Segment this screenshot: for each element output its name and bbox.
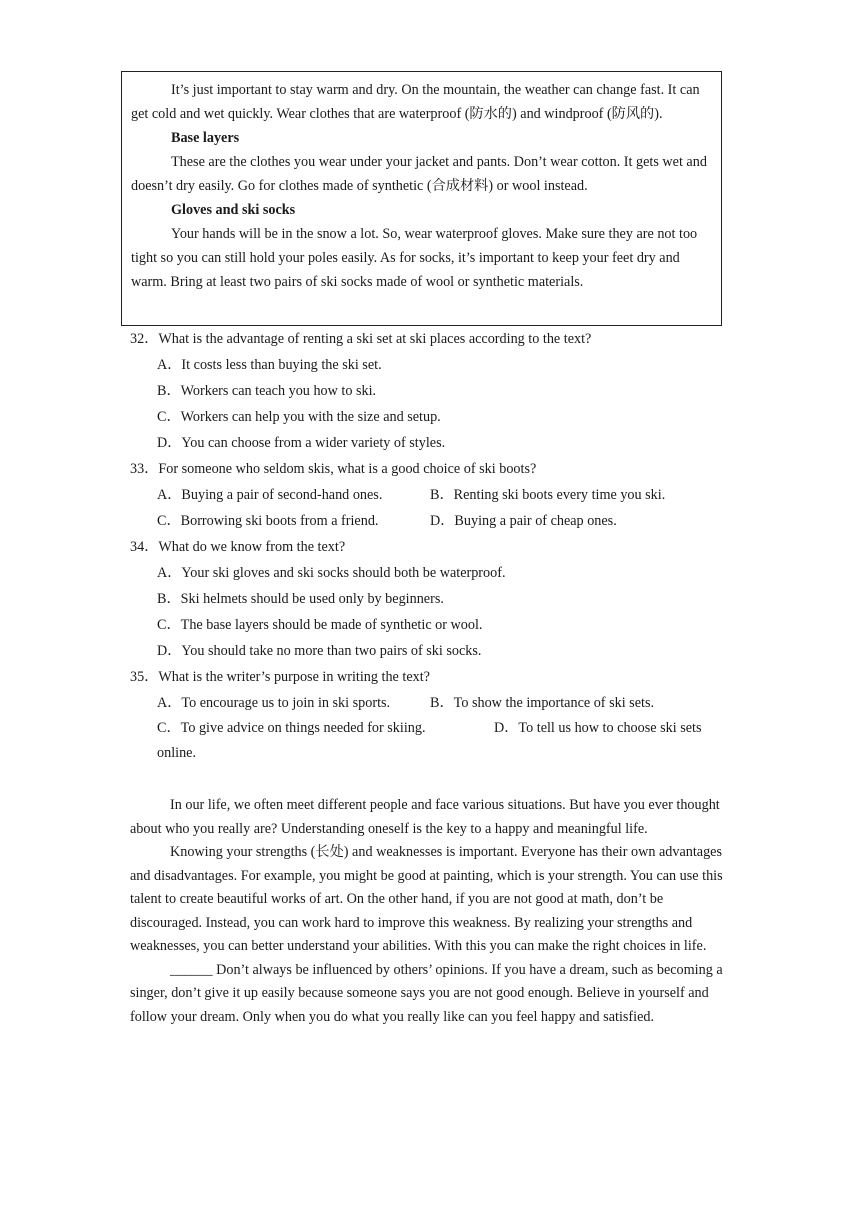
answer-option: B．Renting ski boots every time you ski. (430, 487, 666, 503)
reading-passage-box (121, 71, 722, 326)
question-stem: 33．For someone who seldom skis, what is a good choice of ski boots? (130, 461, 537, 477)
answer-option-row (130, 508, 730, 534)
answer-option: C．Workers can help you with the size and setup. (157, 409, 441, 425)
answer-option: D．You should take no more than two pairs of ski socks. (157, 643, 482, 659)
answer-option-row (130, 716, 730, 766)
answer-option: D．Buying a pair of cheap ones. (430, 513, 617, 529)
answer-option: C．Borrowing ski boots from a friend. (157, 513, 379, 529)
answer-option: D．To tell us how to choose ski sets online. (157, 720, 702, 761)
answer-option: D．You can choose from a wider variety of styles. (157, 435, 446, 451)
paragraph: ______ Don’t always be influenced by others’ opinions. If you have a dream, such as becoming a singer, don’t give it up easily because someone says you are not good enough. Believe in yourself and follow your dream. Only when you do what you really like can you feel happy and satisfied. (130, 961, 723, 1025)
paragraph: Knowing your strengths (长处) and weaknesses is important. Everyone has their own advantages and disadvantages. For example, you might be good at painting, which is your strength. You can use this talent to create beautiful works of art. On the other hand, if you are not good at math, don’t be discouraged. Instead, you can work hard to improve this weakness. By realizing your strengths and weaknesses, you can better understand your abilities. With this you can make the right choices in life. (130, 844, 723, 954)
section-text-gloves: Your hands will be in the snow a lot. So, wear waterproof gloves. Make sure they are not too tight so you can still hold your poles easily. As for socks, it’s important to keep your feet dry and warm. Bring at least two pairs of ski socks made of wool or synthetic materials. (131, 226, 698, 290)
reading-passage-2 (130, 794, 738, 1029)
question-stem: 34．What do we know from the text? (130, 539, 346, 555)
paragraph: In our life, we often meet different people and face various situations. But have you ever thought about who you really are? Understanding oneself is the key to a happy and meaningful life. (130, 797, 720, 837)
answer-option-row (130, 690, 730, 716)
question-stem: 32．What is the advantage of renting a ski set at ski places according to the text? (130, 331, 592, 347)
answer-option: C．The base layers should be made of synthetic or wool. (157, 617, 483, 633)
answer-option: C．To give advice on things needed for skiing. (157, 720, 426, 736)
answer-option: B．Ski helmets should be used only by beginners. (157, 591, 444, 607)
section-heading-base-layers: Base layers (171, 130, 240, 146)
answer-option: A．To encourage us to join in ski sports. (157, 695, 391, 711)
answer-option: A．It costs less than buying the ski set. (157, 357, 382, 373)
passage-intro: It’s just important to stay warm and dry. On the mountain, the weather can change fast. It can get cold and wet quickly. Wear clothes that are waterproof (防水的) and windproof (防风的). (131, 82, 700, 122)
section-heading-gloves: Gloves and ski socks (171, 202, 296, 218)
answer-option: B．To show the importance of ski sets. (430, 695, 655, 711)
question-stem: 35．What is the writer’s purpose in writing the text? (130, 669, 430, 685)
answer-option: A．Buying a pair of second-hand ones. (157, 487, 383, 503)
answer-option: A．Your ski gloves and ski socks should both be waterproof. (157, 565, 506, 581)
question-list (130, 326, 730, 766)
answer-option: B．Workers can teach you how to ski. (157, 383, 377, 399)
answer-option-row (130, 482, 730, 508)
section-text-base-layers: These are the clothes you wear under your jacket and pants. Don’t wear cotton. It gets wet and doesn’t dry easily. Go for clothes made of synthetic (合成材料) or wool instead. (131, 154, 707, 194)
